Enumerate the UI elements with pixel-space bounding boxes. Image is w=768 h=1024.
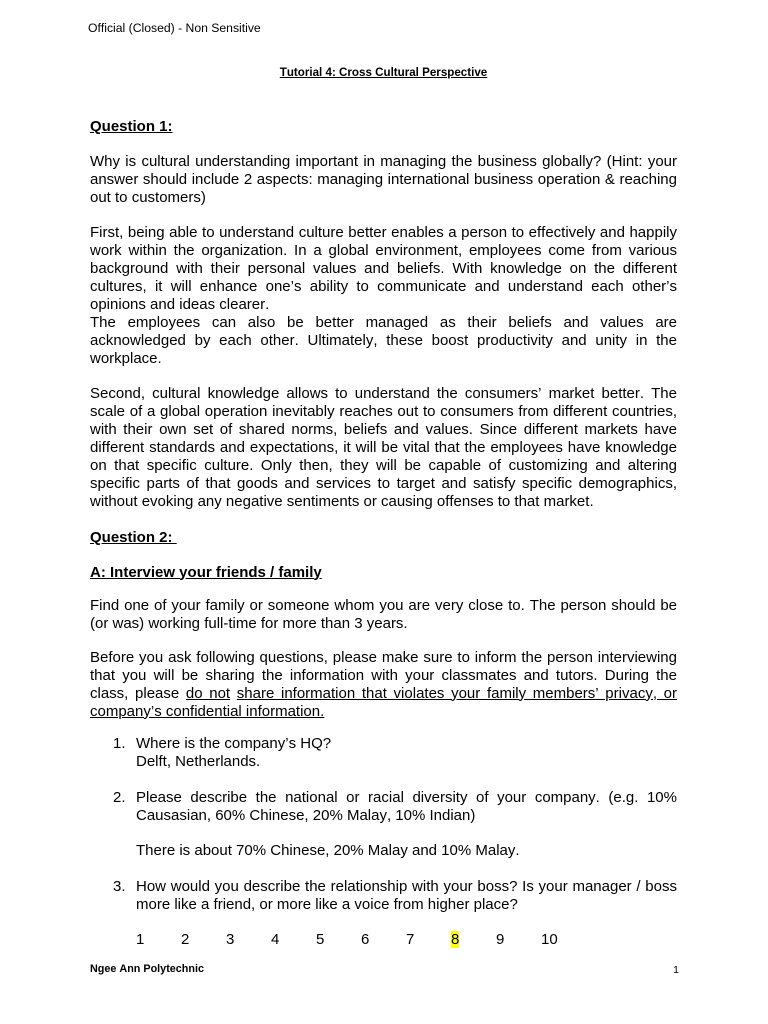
privacy-notice-emphasis: do not	[185, 684, 231, 702]
question-1-label: Question 1:	[90, 118, 173, 135]
rating-cell	[451, 931, 496, 949]
interview-answer: There is about 70% Chinese, 20% Malay and 10% Malay.	[136, 841, 520, 859]
privacy-notice-restriction: share information that violates your family members’ privacy, or company’s confidential information.	[90, 684, 677, 720]
rating-cell	[316, 931, 361, 949]
page-number: 1	[673, 964, 679, 976]
question-1-heading	[90, 118, 677, 136]
question-1-prompt	[90, 153, 677, 207]
list-item-body	[136, 789, 677, 825]
rating-value: 2	[181, 930, 190, 948]
list-item-body	[136, 878, 677, 914]
section-a-title: A: Interview your friends / family	[90, 563, 322, 581]
section-a-heading	[90, 564, 677, 582]
privacy-notice-text: Before you ask following questions, please make sure to inform the person interviewing that you will be sharing the information with your classmates and tutors. During the class, please	[90, 648, 677, 702]
rating-cell	[181, 931, 226, 949]
rating-value: 3	[226, 930, 235, 948]
page-title: Tutorial 4: Cross Cultural Perspective	[279, 66, 488, 79]
list-item	[0, 878, 768, 914]
question-2-label: Question 2:	[90, 528, 177, 546]
answer-paragraph: The employees can also be better managed as their beliefs and values are acknowledged by each other. Ultimately, these boost productivity and unity in the workplace.	[90, 313, 677, 367]
rating-value: 7	[406, 930, 415, 948]
list-item-number: 3.	[113, 877, 126, 895]
rating-value: 1	[136, 930, 145, 948]
rating-value: 4	[271, 930, 280, 948]
interview-question: How would you describe the relationship with your boss? Is your manager / boss more like a friend, or more like a voice from higher place?	[136, 877, 677, 913]
list-item	[0, 735, 768, 771]
rating-cell	[136, 931, 181, 949]
answer-paragraph: Second, cultural knowledge allows to understand the consumers’ market better. The scale of a global operation inevitably reaches out to consumers from different countries, with their own set of shared norms, beliefs and values. Since different markets have different standards and expectations, it will be vital that the employees have knowledge on that specific culture. Only then, they will be capable of customizing and altering specific parts of that goods and services to target and satisfy specific demographics, without evoking any negative sentiments or causing offenses to that market.	[90, 384, 677, 510]
interview-question: Where is the company’s HQ?	[136, 734, 332, 752]
rating-value: 5	[316, 930, 325, 948]
list-item-number: 1.	[113, 734, 126, 752]
footer-institution: Ngee Ann Polytechnic	[90, 963, 204, 975]
rating-value: 10	[541, 930, 558, 948]
answer-paragraph: First, being able to understand culture better enables a person to effectively and happily work within the organization. In a global environment, employees come from various background with their personal values and beliefs. With knowledge on the different cultures, it will enhance one’s ability to communicate and understand each other’s opinions and ideas clearer.	[90, 223, 677, 313]
rating-value: 8	[451, 930, 460, 948]
list-item-body	[136, 735, 677, 771]
interview-question: Please describe the national or racial diversity of your company. (e.g. 10% Causasian, 60% Chinese, 20% Malay, 10% Indian)	[136, 788, 677, 824]
rating-value: 9	[496, 930, 505, 948]
rating-scale	[136, 931, 586, 949]
list-item	[0, 789, 768, 825]
question-1-answer-part-1	[90, 224, 677, 368]
instruction-text: Find one of your family or someone whom you are very close to. The person should be (or was) working full-time for more than 3 years.	[90, 596, 677, 632]
rating-cell	[361, 931, 406, 949]
privacy-notice	[90, 649, 677, 721]
question-1-answer-part-2	[90, 385, 677, 511]
interview-answer: Delft, Netherlands.	[136, 752, 261, 770]
list-item-number: 2.	[113, 788, 126, 806]
rating-cell	[541, 931, 586, 949]
question-1-prompt-text: Why is cultural understanding important in managing the business globally? (Hint: your answer should include 2 aspects: managing international business operation & reaching out to customers)	[90, 152, 677, 206]
classification-header: Official (Closed) - Non Sensitive	[88, 21, 261, 35]
rating-cell	[406, 931, 451, 949]
section-a-instruction	[90, 597, 677, 633]
rating-value: 6	[361, 930, 370, 948]
question-2-heading	[90, 529, 677, 547]
rating-cell	[226, 931, 271, 949]
rating-cell	[271, 931, 316, 949]
rating-cell	[496, 931, 541, 949]
